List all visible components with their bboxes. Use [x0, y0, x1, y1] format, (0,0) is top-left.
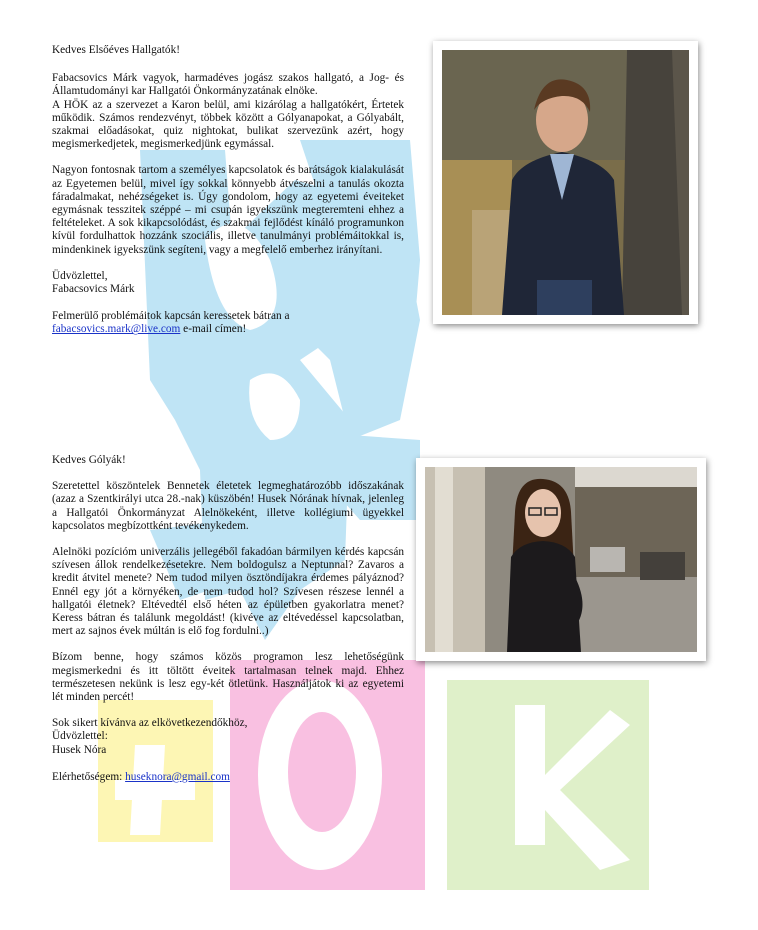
closing: Üdvözlettel, [52, 269, 108, 282]
signature: Husek Nóra [52, 743, 107, 756]
letter-fabacsovics [52, 44, 404, 337]
signature: Fabacsovics Márk [52, 283, 135, 296]
email-link[interactable]: huseknora@gmail.com [125, 770, 230, 783]
photo-husek [416, 458, 706, 661]
email-link[interactable]: fabacsovics.mark@live.com [52, 323, 181, 336]
portrait-man-image [442, 50, 689, 315]
paragraph: Nagyon fontosnak tartom a személyes kapcsolatok és barátságok kialakulását az Egyetemen belül, mivel így sokkal könnyebb átvészelni a tanulás okozta fáradalmakat, nehézségeket is. Úgy gondolom, hogy az egyetemi éveiteket egymásnak tesszitek széppé – mi csupán igyekszünk megteremteni ehhez a feltételeket. A sok kikapcsolódást, és szakmai fejlődést kínáló programunkon kívül fordulhattok hozzánk szociális, illetve tanulmányi problémáitokkal is, mindenkinek igyekszünk segíteni, vagy a megfelelő emberhez irányítani. [52, 164, 404, 256]
contact [52, 771, 404, 784]
greeting: Kedves Elsőéves Hallgatók! [52, 44, 180, 56]
letter-husek [52, 454, 404, 784]
paragraph: Alelnöki pozícióm univerzális jellegéből fakadóan bármilyen kérdés kapcsán szívesen állok rendelkezésetekre. Nem boldogulsz a Neptunnal? Zavaros a kredit átvitel menete? Nem tudod milyen ösztöndíjakra érdemes pályáznod? Ennél egy jót a környéken, de nem tudod hol? Szívesen részese lennél a hallgatói életnek? Eltévedtél első héten az épületben gyakorlatra menet? Keress bátran és találunk megoldást! (kivéve az eltévedéssel kapcsolatban, mert az sajnos évek múltán is elő fog fordulni..) [52, 546, 404, 638]
paragraph: Bízom benne, hogy számos közös programon lesz lehetőségünk megismerkedni és itt töltött éveitek tartalmasan telnek majd. Ehhez természetesen nekünk is lesz egy-két ötletünk. Használjátok ki az egyetemi lét minden percét! [52, 651, 404, 704]
paragraph: Szeretettel köszöntelek Bennetek életetek legmeghatározóbb időszakának (azaz a Szentkirályi utca 28.-nak) küszöbén! Husek Nórának hívnak, jelenleg a Hallgatói Önkormányzat Alelnökeként, illetve kollégiumi ügyekkel kapcsolatos megbízottként tevékenykedem. [52, 480, 404, 532]
paragraph: A HÖK az a szervezet a Karon belül, ami kizárólag a hallgatókért, Értetek működik. Számos rendezvényt, többek között a Gólyanapokat, a Gólyabált, szakmai előadásokat, quiz nightokat, bulikat szervezünk azért, hogy megismerkedjetek, megismerkedjünk egymással. [52, 98, 404, 151]
contact-label: Elérhetőségem: [52, 770, 126, 783]
contact-text: Felmerülő problémáitok kapcsán keressetek bátran a [52, 310, 290, 323]
greeting: Kedves Gólyák! [52, 454, 126, 466]
closing: Üdvözlettel: [52, 730, 108, 743]
contact [52, 310, 404, 336]
portrait-woman-image [425, 467, 697, 652]
wish: Sok sikert kívánva az elkövetkezendőkhöz, [52, 717, 248, 730]
paragraph: Fabacsovics Márk vagyok, harmadéves jogász szakos hallgató, a Jog- és Államtudományi kar Hallgatói Önkormányzatának elnöke. [52, 72, 404, 98]
photo-fabacsovics [433, 41, 698, 324]
contact-suffix: e-mail címen! [180, 323, 247, 336]
